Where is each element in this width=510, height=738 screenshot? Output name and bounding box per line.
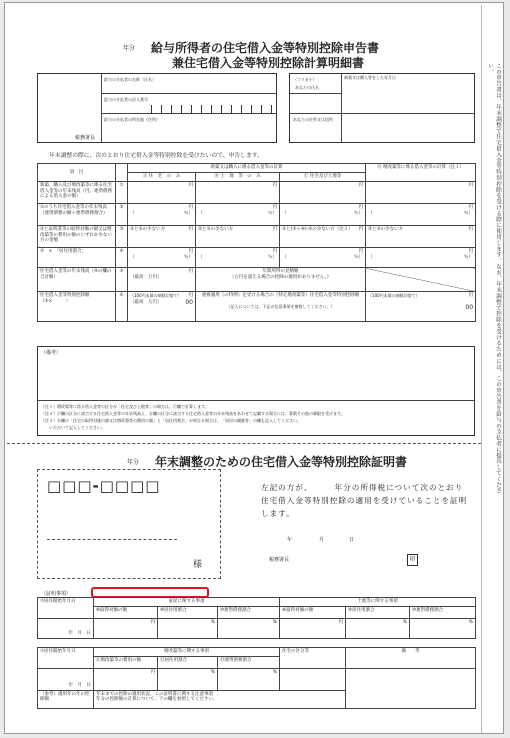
payer-number-label: 給与の支払者の法人番号 <box>104 97 148 102</box>
bottom-note-1: （参考）適用年の年の控除額 <box>38 690 94 708</box>
note-3: （注３）Ⓓ欄の「住宅の取得対価の額又は増改築等の費用の額」と「居住用割合」が異なる場合は、「同居の親族等」の欄も記入してください。 <box>41 418 301 423</box>
cert-statement: 左記の方が、 年分の所得税について次のとおり住宅借入金等特別控除の適用を受けていることを証明します。 <box>261 483 468 518</box>
payer-name-label: 給与の支払者の名称（氏名） <box>104 77 156 82</box>
row-1-label: 新築、購入及び増改築等に係る住宅借入金等の年末残高（円、連帯債務による借入金の額） <box>38 182 116 204</box>
cert-table-top <box>37 597 476 639</box>
applicant-address-label: あなたの住所又は居所 <box>293 117 333 122</box>
col-b-header: Ⓑ 土 地 等 の み <box>196 173 280 182</box>
row-6-label: 住宅借入金等特別控除額（⑤× ） <box>38 292 116 322</box>
yearly-income-cell[interactable]: 年間所得の見積額 （万円を超える場合の控除の適用がありません。） <box>196 268 366 292</box>
note-1: （注１）増改築等に係る借入金等の区分が「住宅及び土地等」の場合は、Ⓒ欄で計算します。 <box>41 404 209 409</box>
remarks-label: （備考） <box>41 350 62 356</box>
row-1-col-a[interactable]: 円 <box>128 182 196 204</box>
furigana-label: （フリガナ） <box>293 77 317 82</box>
move-in-date-note: 新築又は購入等をした年月日 <box>344 75 396 80</box>
form-title-line2: 兼住宅借入金等特別控除計算明細書 <box>172 56 365 70</box>
row-4-col-b[interactable]: 円 （ ％） <box>196 248 280 268</box>
group-header-new-purchase: 新築又は購入に係る借入金等の計算 <box>128 164 366 173</box>
col-a-header: Ⓐ 住 宅 の み <box>128 173 196 182</box>
row-3-col-a[interactable]: ②と③の少ない方 円 <box>128 226 196 248</box>
reno-move-date-header: ⑦居住開始年月日 <box>38 648 94 669</box>
house-type-value[interactable] <box>280 668 346 690</box>
remarks-field[interactable] <box>65 350 473 388</box>
move-date-value[interactable]: 年 月 日 <box>38 618 94 638</box>
land-acq-cost-header: ⑧取得対価の額 <box>280 606 346 618</box>
remarks-header: 備 考 <box>346 648 476 669</box>
row-2-col-a[interactable]: 円 （ ％） <box>128 204 196 226</box>
cert-items-label: （証明事項） <box>41 591 72 597</box>
cert-date-year: 年 <box>287 537 293 543</box>
note-2: （注２）Ⓒ欄の区分に該当する住宅借入金等の年末残高と、Ⓓ欄の区分に該当する住宅借入金等の年末残高をあわせて記載する場合には、算数その他の制限を受けます。 <box>41 411 345 416</box>
row-5-col-a[interactable]: 円 （最高 万円） <box>128 268 196 292</box>
applicant-name-label: あなたの氏名 <box>295 85 319 90</box>
group-land-header: 土地等に関する事項 <box>280 598 476 607</box>
row-2-col-d[interactable]: 円 （ ％） <box>366 204 476 226</box>
year-prefix: 年分 <box>123 45 136 52</box>
row-3-num: ③ <box>116 226 128 248</box>
row-5-col-d-diagonal <box>366 268 476 292</box>
col-d-header: Ⓓ 増改築等に係る借入金等の計算（注１） <box>366 164 476 182</box>
house-ratio-header: ⑨居住用割合 <box>158 606 218 618</box>
house-type-header: 住宅の区分等 <box>280 648 346 669</box>
row-5-num: ⑤ <box>116 268 128 292</box>
row-3-col-c[interactable]: ②と(③＋④)-⑤の少ない方（注２） 円 <box>280 226 366 248</box>
row-6-col-a[interactable]: （100円未満の端数切捨て） 円 （最高 万円） 00 <box>128 292 196 322</box>
row-3-col-d[interactable]: ②と③の少ない方 円 <box>366 226 476 248</box>
house-acq-cost-value[interactable]: 円 <box>94 618 158 638</box>
row-2-num: ② <box>116 204 128 226</box>
form-title-line1: 給与所得者の住宅借入金等特別控除申告書 <box>151 41 380 55</box>
payer-name-field[interactable] <box>149 77 276 91</box>
side-instruction-text: この申告書は、年末調整で住宅借入金等特別控除を受ける際に使用します。なお、年末調整で控除を受けるためには、この申告書を給与の支払者に提出してください。 <box>487 63 501 494</box>
row-1-num: ① <box>116 182 128 204</box>
cert-date-day: 日 <box>349 537 355 543</box>
house-loan-ratio-header: ⑩連帯債務割合 <box>218 606 280 618</box>
note-4: いただいて記入してください。 <box>49 425 105 430</box>
row-4-col-a[interactable]: 円 （ ％） <box>128 248 196 268</box>
reno-loan-ratio-header: ⑬連帯債務割合 <box>218 656 280 668</box>
land-ratio-header: ⑨居住用割合 <box>346 606 410 618</box>
row-1-col-d[interactable]: 円 <box>366 182 476 204</box>
col-c-header: Ⓒ 住宅及び土地等 <box>280 173 366 182</box>
land-loan-ratio-value[interactable]: % <box>410 618 476 638</box>
house-loan-ratio-value[interactable]: % <box>218 618 280 638</box>
side-divider <box>481 5 482 733</box>
group-reno-header: 増改築等に関する事項 <box>94 648 280 657</box>
row-2-col-b[interactable]: 円 （ ％） <box>196 204 280 226</box>
cert-date-month: 月 <box>319 537 325 543</box>
special-deduction-cell[interactable]: 重複適用（の特例）を受ける場合の（特定増改築等）住宅借入金等特別控除額 （記入については、下記の注意事項を参照してください。） <box>196 292 366 322</box>
cert-year-prefix: 年分 <box>127 459 140 466</box>
honorific-sama: 様 <box>193 560 203 570</box>
row-4-label: ③ × 「居住用割合」 <box>38 248 116 268</box>
cut-line <box>7 443 481 444</box>
reno-ratio-header: ⑫居住用割合 <box>158 656 218 668</box>
addressee-field[interactable] <box>47 495 215 565</box>
row-6-col-d[interactable]: （100円未満の端数切捨て） 円 00 <box>366 292 476 322</box>
applicant-address-field[interactable] <box>344 116 474 141</box>
reno-cost-header: ⑪増改築等の費用の額 <box>94 656 158 668</box>
house-acq-cost-header: ⑧取得対価の額 <box>94 606 158 618</box>
form-sheet <box>4 2 504 734</box>
official-seal: 印 <box>407 554 418 566</box>
row-4-col-d[interactable]: 円 （ ％） <box>366 248 476 268</box>
cert-title: 年末調整のための住宅借入金等特別控除証明書 <box>155 455 408 469</box>
row-3-label: ②と証明書等の取得対価の額又は増改築等の費用の額のいずれか少ない方の金額 <box>38 226 116 248</box>
remarks-value[interactable] <box>346 668 476 708</box>
land-acq-cost-value[interactable]: 円 <box>280 618 346 638</box>
payer-address-field[interactable] <box>149 116 276 140</box>
applicant-name-field[interactable] <box>344 83 474 111</box>
group-house-header: 家屋に関する事項 <box>94 598 280 607</box>
intro-text: 年末調整の際に、次のとおり住宅借入金等特別控除を受けたいので、申告します。 <box>49 153 263 159</box>
row-1-col-c[interactable]: 円 <box>280 182 366 204</box>
land-ratio-value[interactable]: % <box>346 618 410 638</box>
col-item-header: 項 目 <box>38 164 116 182</box>
row-4-col-c[interactable]: 円 （ ％） <box>280 248 366 268</box>
cert-table-bottom <box>37 647 476 709</box>
bottom-note-2: 年末までの控除の適用状況、この証明書に関する注意事項 年分の控除額の計算について、下の欄を参照してください。 <box>94 690 346 708</box>
row-5-label: 住宅借入金等の年末残高（④の欄の合計額） <box>38 268 116 292</box>
reno-loan-ratio-value[interactable]: % <box>218 668 280 690</box>
tax-office-label: 税務署長 <box>75 135 96 141</box>
calculation-table <box>37 163 476 322</box>
land-loan-ratio-header: ⑩連帯債務割合 <box>410 606 476 618</box>
row-2-label: ①のうち住宅借入金等の年末残高（連帯債務の額＋連帯債務割合） <box>38 204 116 226</box>
col-move-date-header: ⑦居住開始年月日 <box>38 598 94 619</box>
row-1-col-b[interactable]: 円 <box>196 182 280 204</box>
payer-address-label: 給与の支払者の所在地（住所） <box>104 117 160 122</box>
reno-move-date-value[interactable]: 年 月 日 <box>38 668 94 690</box>
reno-cost-value[interactable]: 円 <box>94 668 158 690</box>
postal-code-boxes: □□□-□□□□ <box>47 477 161 495</box>
row-3-col-b[interactable]: ②と③の少ない方 円 <box>196 226 280 248</box>
row-2-col-c[interactable]: 円 （ ％） <box>280 204 366 226</box>
row-6-num: ⑥ <box>116 292 128 322</box>
row-4-num: ④ <box>116 248 128 268</box>
cert-tax-office: 税務署長 <box>269 557 290 563</box>
house-ratio-value[interactable]: % <box>158 618 218 638</box>
reno-ratio-value[interactable]: % <box>158 668 218 690</box>
